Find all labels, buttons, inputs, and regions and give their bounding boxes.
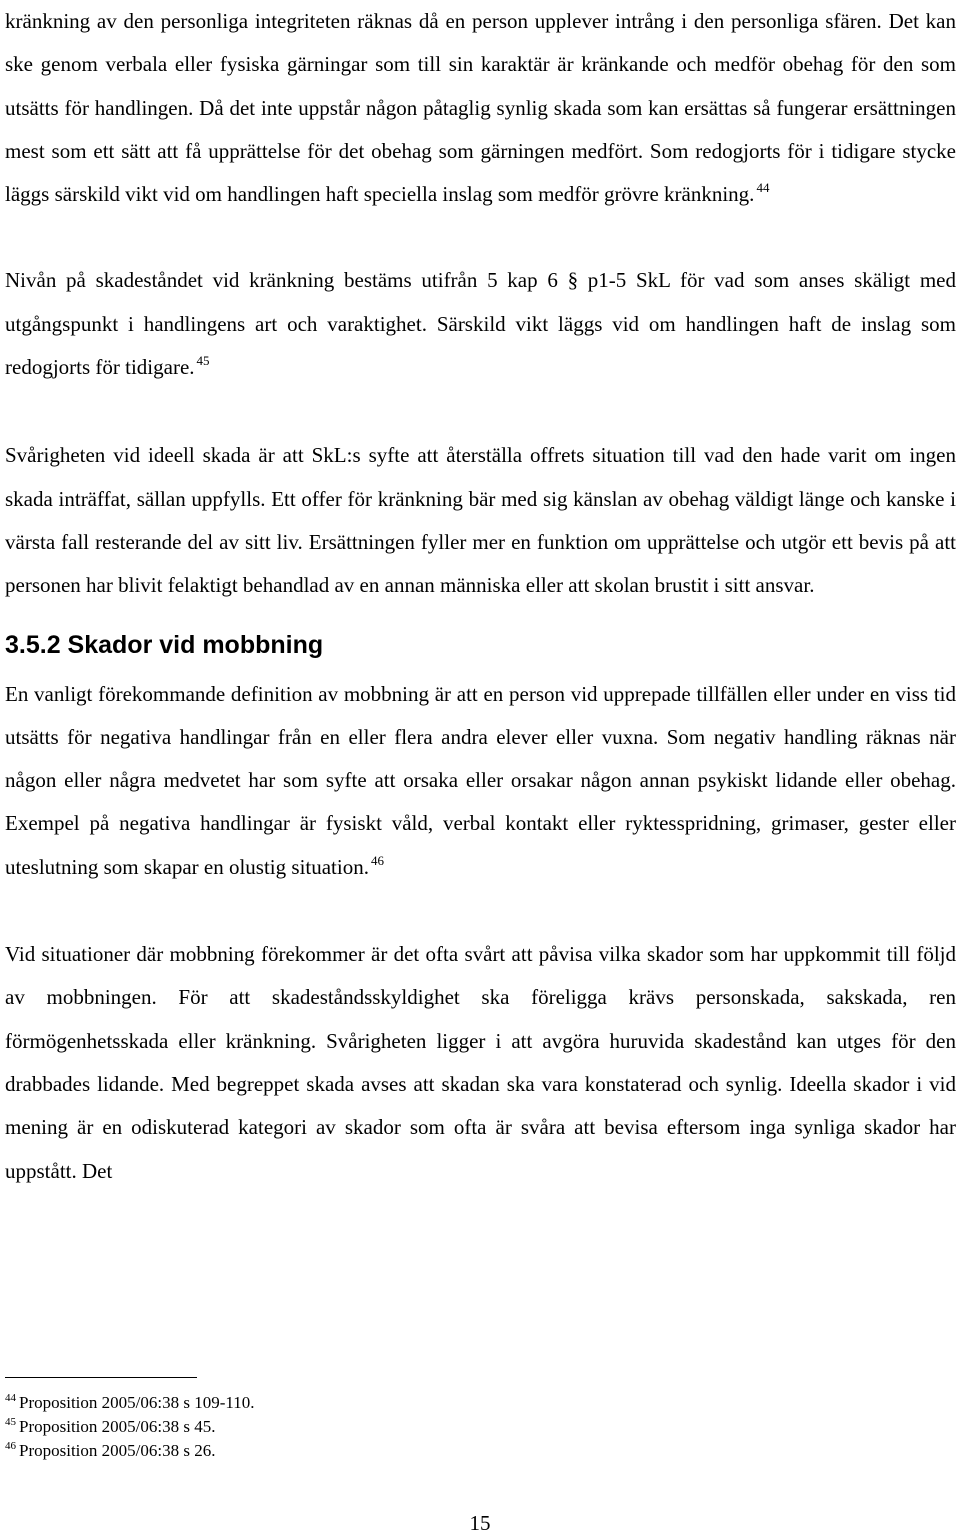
footnote-item <box>5 1415 956 1439</box>
footnote-number: 46 <box>5 1440 16 1452</box>
paragraph-privacy-violation <box>5 0 956 216</box>
paragraph-text: kränkning av den personliga integriteten räknas då en person upplever intrång i den personliga sfären. Det kan ske genom verbala eller fysiska gärningar som till sin karaktär är kränkande och medför obehag för den som utsätts för handlingen. Då det inte uppstår någon påtaglig synlig skada som kan ersättas så fungerar ersättningen mest som ett sätt att få upprättelse för det obehag som gärningen medfört. Som redogjorts för i tidigare stycke läggs särskild vikt vid om handlingen haft speciella inslag som medför grövre kränkning. <box>5 9 956 207</box>
footnote-divider <box>5 1377 197 1378</box>
footnote-item <box>5 1439 956 1463</box>
footnote-text: Proposition 2005/06:38 s 26. <box>19 1441 216 1460</box>
footnote-number: 45 <box>5 1416 16 1428</box>
paragraph-text: Nivån på skadeståndet vid kränkning bestäms utifrån 5 kap 6 § p1-5 SkL för vad som anses skäligt med utgångspunkt i handlingens art och varaktighet. Särskild vikt läggs vid om handlingen haft de inslag som redogjorts för tidigare. <box>5 268 956 380</box>
paragraph-ideal-damage: Svårigheten vid ideell skada är att SkL:s syfte att återställa offrets situation till vad den hade varit om ingen skada inträffat, sällan uppfylls. Ett offer för kränkning bär med sig känslan av obehag väldigt länge och kanske i värsta fall resterande del av sitt liv. Ersättningen fyller mer en funktion om upprättelse och utgör ett bevis på att personen har blivit felaktigt behandlad av en annan människa eller att skolan brustit i sitt ansvar. <box>5 443 956 598</box>
page-number: 15 <box>469 1511 491 1535</box>
footnote-text: Proposition 2005/06:38 s 109-110. <box>19 1393 255 1412</box>
footnote-reference: 44 <box>756 180 770 196</box>
paragraph-damage-level <box>5 259 956 389</box>
footnote-text: Proposition 2005/06:38 s 45. <box>19 1417 216 1436</box>
footnotes <box>5 1391 956 1463</box>
document-page <box>5 0 956 1193</box>
footnote-reference: 45 <box>196 353 210 369</box>
paragraph-bullying-damages: Vid situationer där mobbning förekommer är det ofta svårt att påvisa vilka skador som har uppkommit till följd av mobbningen. För att skadeståndsskyldighet ska föreligga krävs personskada, sakskada, ren förmögenhetsskada eller kränkning. Svårigheten ligger i att avgöra huruvida skadestånd kan utges för den drabbades lidande. Med begreppet skada avses att skadan ska vara konstaterad och synlig. Ideella skador i vid mening är en odiskuterad kategori av skador som ofta är svåra att bevisa eftersom inga synliga skador har uppstått. Det <box>5 942 956 1183</box>
footnote-item <box>5 1391 956 1415</box>
footnote-number: 44 <box>5 1392 16 1404</box>
paragraph-bullying-definition <box>5 673 956 889</box>
paragraph-text: En vanligt förekommande definition av mobbning är att en person vid upprepade tillfällen eller under en viss tid utsätts för negativa handlingar från en eller flera andra elever eller vuxna. Som negativ handling räknas när någon eller några medvetet har som syfte att orsaka eller orsakar någon annan psykiskt lidande eller obehag. Exempel på negativa handlingar är fysiskt våld, verbal kontakt eller ryktesspridning, grimaser, gester eller uteslutning som skapar en olustig situation. <box>5 681 956 879</box>
footnote-reference: 46 <box>370 852 384 868</box>
section-heading: 3.5.2 Skador vid mobbning <box>5 630 324 659</box>
